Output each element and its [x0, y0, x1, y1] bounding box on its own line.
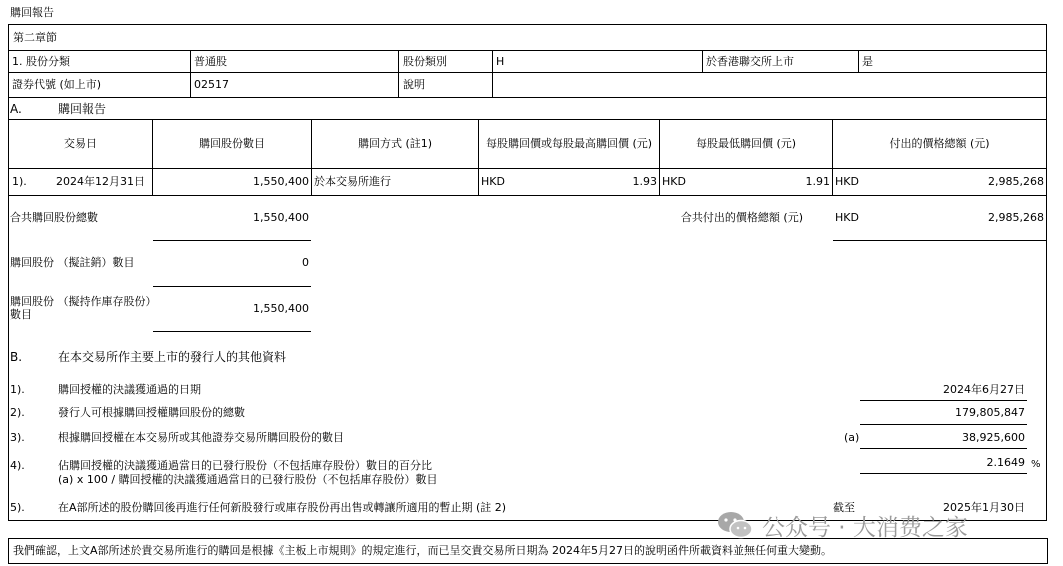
share-type-value: H: [496, 55, 505, 68]
total-shares-label: 合共購回股份總數: [10, 211, 98, 224]
divider: [478, 119, 479, 195]
section-b-letter: B.: [10, 350, 23, 364]
underline: [860, 400, 1027, 401]
b-item-text: 根據購回授權在本交易所或其他證券交易所購回股份的數目: [58, 431, 344, 444]
section-a-letter: A.: [10, 102, 22, 116]
divider: [8, 50, 1047, 51]
divider: [190, 50, 191, 97]
underline: [153, 286, 311, 287]
divider: [8, 72, 1047, 73]
divider: [8, 97, 1047, 98]
listed-value: 是: [862, 55, 873, 68]
total-paid-label: 合共付出的價格總額 (元): [680, 211, 803, 224]
col-header-method: 購回方式 (註1): [357, 137, 433, 150]
row-method: 於本交易所進行: [314, 175, 391, 188]
row-index: 1).: [12, 175, 27, 188]
row-low-currency: HKD: [662, 175, 686, 188]
b-item-value: 38,925,600: [962, 431, 1025, 444]
treasury-label-2: 數目: [10, 308, 32, 321]
b-item-tag: (a): [844, 431, 860, 444]
b-item-index: 2).: [10, 406, 25, 419]
b-item-text: 發行人可根據購回授權購回股份的總數: [58, 406, 245, 419]
total-shares-value: 1,550,400: [253, 211, 309, 224]
b-item-text-line2: (a) x 100 / 購回授權的決議獲通過當日的已發行股份（不包括庫存股份）數目: [58, 473, 438, 486]
row-total: 2,985,268: [988, 175, 1044, 188]
cancel-value: 0: [302, 256, 309, 269]
row-date: 2024年12月31日: [56, 175, 145, 188]
cancel-label: 購回股份 （擬註銷）數目: [10, 256, 135, 269]
share-class-label: 1. 股份分類: [12, 55, 70, 68]
border-right: [1046, 24, 1047, 520]
b-item-value: 2025年1月30日: [943, 501, 1025, 514]
divider: [152, 119, 153, 195]
b-item-tag: 截至: [833, 501, 855, 514]
divider: [492, 50, 493, 97]
divider: [398, 50, 399, 97]
underline: [153, 331, 311, 332]
col-header-low-price: 每股最低購回價 (元): [695, 137, 797, 150]
border-top: [8, 24, 1047, 25]
underline: [860, 473, 1027, 474]
row-high-price: 1.93: [632, 175, 657, 188]
treasury-value: 1,550,400: [253, 302, 309, 315]
watermark-text: 公众号 · 大消费之家: [762, 514, 968, 541]
b-item-index: 1).: [10, 383, 25, 396]
report-title: 購回報告: [10, 6, 54, 19]
section-a-title: 購回報告: [58, 102, 107, 116]
section-b-title: 在本交易所作主要上市的發行人的其他資料: [58, 350, 287, 364]
underline: [833, 240, 1046, 241]
b-item-text: 佔購回授權的決議獲通過當日的已發行股份（不包括庫存股份）數目的百分比: [58, 459, 432, 472]
row-high-currency: HKD: [481, 175, 505, 188]
underline: [860, 448, 1027, 449]
chapter-label: 第二章節: [13, 31, 57, 44]
b-item-index: 4).: [10, 459, 25, 472]
col-header-date: 交易日: [64, 137, 97, 150]
row-low-price: 1.91: [805, 175, 830, 188]
total-paid-value: 2,985,268: [988, 211, 1044, 224]
row-shares: 1,550,400: [253, 175, 309, 188]
divider: [858, 50, 859, 72]
divider: [659, 119, 660, 195]
divider: [832, 119, 833, 195]
underline: [153, 240, 311, 241]
wechat-icon: [716, 510, 754, 540]
b-item-unit: %: [1031, 459, 1041, 470]
b-item-value: 179,805,847: [955, 406, 1025, 419]
b-item-index: 5).: [10, 501, 25, 514]
share-type-label: 股份類別: [403, 55, 447, 68]
b-item-value: 2024年6月27日: [943, 383, 1025, 396]
treasury-label-1: 購回股份 （擬持作庫存股份）: [10, 295, 157, 308]
watermark: [716, 505, 1046, 545]
divider: [8, 168, 1047, 169]
b-item-text: 購回授權的決議獲通過的日期: [58, 383, 201, 396]
total-paid-currency: HKD: [835, 211, 859, 224]
divider: [702, 50, 703, 72]
listed-label: 於香港聯交所上市: [706, 55, 794, 68]
confirmation-text: 我們確認，上文A部所述於貴交易所進行的購回是根據《主板上市規則》的規定進行，而已呈交貴交易所日期為 2024年5月27日的說明函件所載資料並無任何重大變動。: [13, 544, 833, 557]
b-item-text: 在A部所述的股份購回後再進行任何新股發行或庫存股份再出售或轉讓所適用的暫止期 (註 2): [58, 501, 507, 514]
underline: [860, 424, 1027, 425]
stock-code-value: 02517: [194, 78, 229, 91]
b-item-index: 3).: [10, 431, 25, 444]
remarks-label: 說明: [403, 78, 425, 91]
col-header-total: 付出的價格總額 (元): [889, 137, 990, 150]
row-total-currency: HKD: [835, 175, 859, 188]
share-class-value: 普通股: [194, 55, 227, 68]
border-left: [8, 24, 9, 520]
divider: [8, 195, 1047, 196]
divider: [311, 119, 312, 195]
b-item-value: 2.1649: [986, 456, 1025, 469]
divider: [8, 119, 1047, 120]
stock-code-label: 證券代號 (如上市): [12, 78, 102, 91]
col-header-shares: 購回股份數目: [199, 137, 265, 150]
col-header-high-price: 每股購回價或每股最高購回價 (元): [485, 137, 653, 150]
